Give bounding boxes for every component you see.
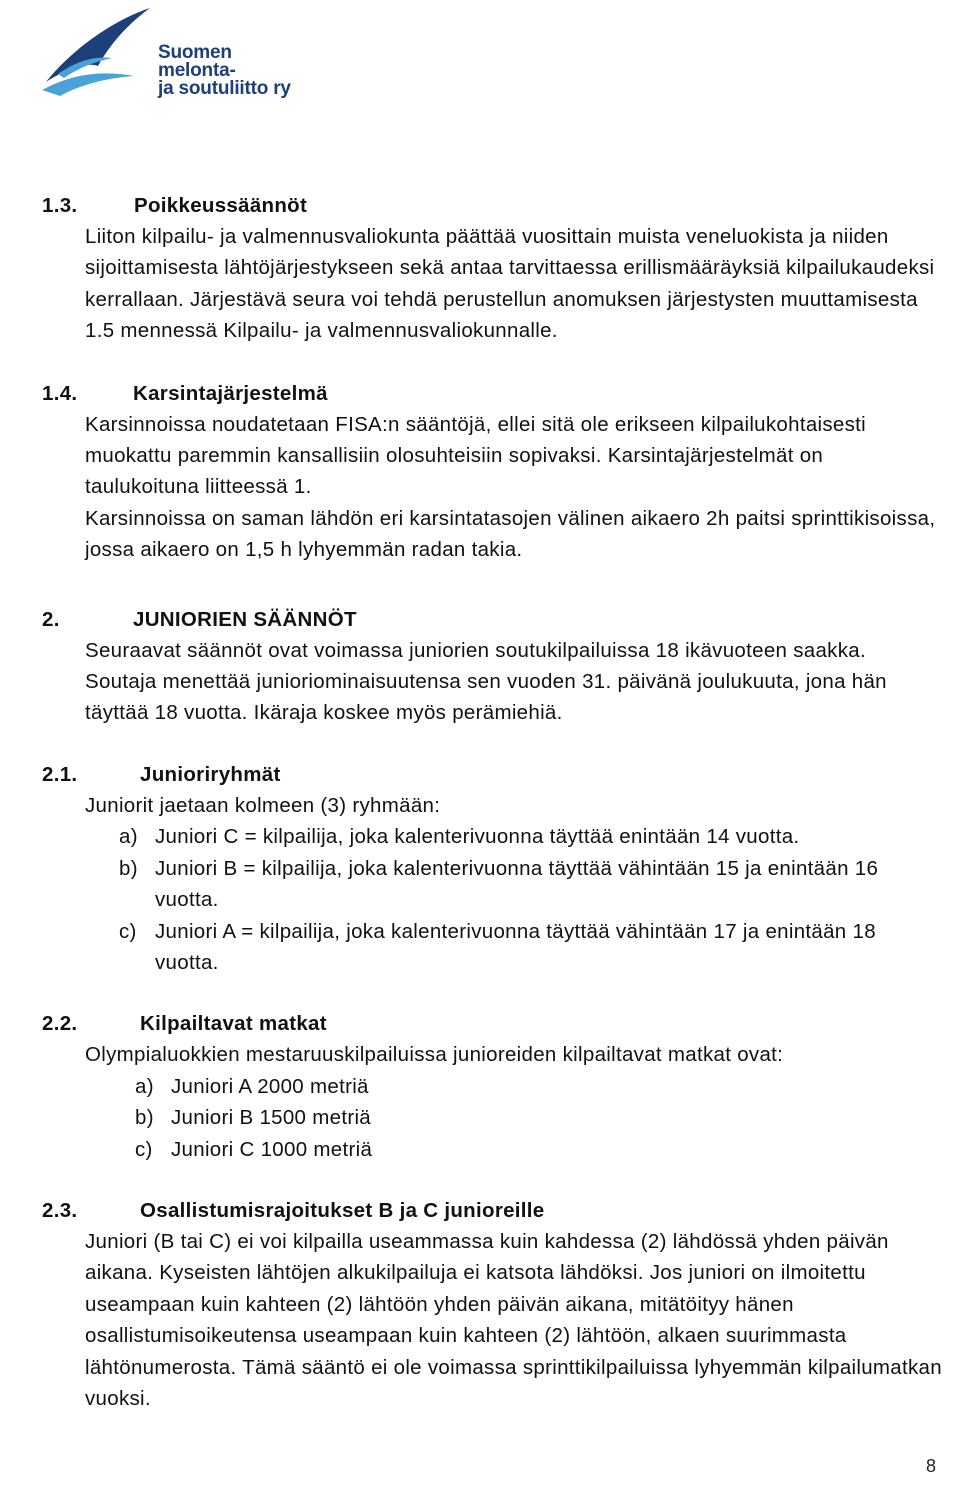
logo-line-3: ja soutuliitto ry — [158, 78, 291, 99]
list-item — [85, 916, 942, 979]
section-title: Kilpailtavat matkat — [140, 1012, 327, 1036]
section-paragraph: Juniori (B tai C) ei voi kilpailla useammassa kuin kahdessa (2) lähdössä yhden päivän aikana. Kyseisten lähtöjen alkukilpailuja ei katsota lähdöksi. Jos juniori on ilmoitettu useampaan kuin kahteen (2) lähtöön yhden päivän aikana, mitätöityy hänen osallistumisoikeutensa useampaan kuin kahteen (2) lähtöön, alkaen suurimmasta lähtönumerosta. Tämä sääntö ei ole voimassa sprinttikilpailuissa lyhyemmän kilpailumatkan vuoksi. — [85, 1229, 942, 1410]
list-item-text: Juniori B 1500 metriä — [171, 1106, 372, 1130]
list-item — [85, 853, 942, 916]
section-number: 1.3. — [42, 194, 78, 217]
race-distances-list — [85, 1071, 942, 1165]
section-heading — [42, 1008, 942, 1039]
section-number: 2.3. — [42, 1198, 78, 1222]
list-marker: b) — [135, 1106, 154, 1130]
section-number: 1.4. — [42, 381, 78, 405]
section-heading — [42, 378, 942, 409]
page-number: 8 — [925, 1456, 936, 1476]
section-heading — [42, 190, 942, 221]
list-item — [85, 1071, 942, 1102]
junior-groups-list — [85, 821, 942, 978]
list-item-text: Juniori A 2000 metriä — [171, 1074, 369, 1098]
section-title: Karsintajärjestelmä — [133, 381, 328, 405]
logo — [38, 4, 308, 100]
section-intro: Olympialuokkien mestaruuskilpailuissa junioreiden kilpailtavat matkat ovat: — [85, 1043, 784, 1067]
list-marker: c) — [119, 919, 137, 943]
section-paragraph: Karsinnoissa noudatetaan FISA:n sääntöjä, ellei sitä ole erikseen kilpailukohtaisesti muokattu paremmin kansallisiin olosuhteisiin sopivaksi. Karsintajärjestelmät on taulukoituna liitteessä 1. — [85, 412, 867, 499]
section-1-4 — [42, 378, 942, 566]
section-number: 2. — [42, 607, 60, 631]
list-item-text: Juniori C 1000 metriä — [171, 1137, 373, 1161]
section-2-3 — [42, 1195, 942, 1414]
list-marker: b) — [119, 856, 138, 880]
list-item — [85, 1134, 942, 1165]
section-title: JUNIORIEN SÄÄNNÖT — [133, 607, 357, 631]
list-marker: c) — [135, 1137, 153, 1161]
section-heading — [42, 604, 942, 635]
list-item — [85, 821, 942, 852]
list-marker: a) — [119, 825, 138, 849]
section-title: Junioriryhmät — [140, 762, 281, 786]
list-marker: a) — [135, 1074, 154, 1098]
list-item-text: Juniori B = kilpailija, joka kalenterivuonna täyttää vähintään 15 ja enintään 16 vuotta. — [155, 856, 879, 912]
section-title: Osallistumisrajoitukset B ja C junioreille — [140, 1198, 545, 1222]
section-heading — [42, 1195, 942, 1226]
section-number: 2.1. — [42, 762, 78, 786]
section-paragraph: Seuraavat säännöt ovat voimassa juniorien soutukilpailuissa 18 ikävuoteen saakka. Soutaja menettää junioriominaisuutensa sen vuoden 31. päivänä joulukuuta, jona hän täyttää 18 vuotta. Ikäraja koskee myös perämiehiä. — [85, 638, 887, 725]
section-number: 2.2. — [42, 1012, 78, 1036]
section-title: Poikkeussäännöt — [134, 194, 308, 217]
section-heading — [42, 759, 942, 790]
section-paragraph: Liiton kilpailu- ja valmennusvaliokunta päättää vuosittain muista veneluokista ja niiden sijoittamisesta lähtöjärjestykseen sekä antaa tarvittaessa erillismääräyksiä kilpailukaudeksi kerrallaan. Järjestävä seura voi tehdä perustellun anomuksen järjestysten muuttamisesta 1.5 mennessä Kilpailu- ja valmennusvaliokunnalle. — [85, 225, 935, 343]
section-1-3 — [42, 190, 942, 347]
section-2 — [42, 604, 942, 729]
bird-wave-icon — [38, 4, 158, 100]
logo-line-1: Suomen — [158, 42, 232, 63]
section-2-1 — [42, 759, 942, 978]
list-item-text: Juniori A = kilpailija, joka kalenterivuonna täyttää vähintään 17 ja enintään 18 vuotta. — [155, 919, 876, 974]
section-2-2 — [42, 1008, 942, 1165]
section-paragraph: Karsinnoissa on saman lähdön eri karsintatasojen välinen aikaero 2h paitsi sprinttikisoissa, jossa aikaero on 1,5 h lyhyemmän radan takia. — [85, 506, 936, 562]
section-intro: Juniorit jaetaan kolmeen (3) ryhmään: — [85, 793, 441, 817]
document-body — [42, 190, 942, 1414]
list-item-text: Juniori C = kilpailija, joka kalenterivuonna täyttää enintään 14 vuotta. — [155, 825, 800, 849]
list-item — [85, 1102, 942, 1133]
logo-line-2: melonta- — [158, 60, 236, 81]
